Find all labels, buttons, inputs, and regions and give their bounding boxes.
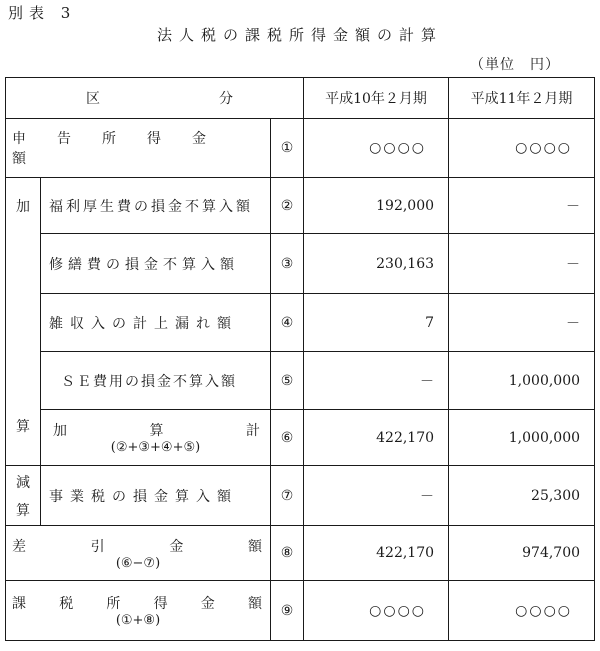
row-number-4: ④ (271, 294, 304, 352)
add-total-char-1: 加 (53, 423, 67, 439)
row-welfare (6, 178, 595, 234)
row-number-7: ⑦ (271, 466, 304, 526)
enterprise-tax-fy1998: － (304, 466, 449, 526)
document-label: 別表 3 (8, 4, 77, 22)
taxable-income-label (6, 581, 271, 641)
se-cost-fy1999: 1,000,000 (449, 352, 595, 410)
se-cost-label: ＳＥ費用の損金不算入額 (41, 352, 271, 410)
taxable-income-fy1998: ○○○○ (304, 581, 449, 641)
tax-calculation-table (5, 77, 595, 641)
row-number-1: ① (271, 119, 304, 178)
row-number-2: ② (271, 178, 304, 234)
header-row (6, 78, 595, 119)
repair-fy1998: 230,163 (304, 234, 449, 294)
taxable-income-char-3: 所 (106, 596, 121, 612)
add-group-char-1: 加 (16, 199, 30, 215)
se-cost-fy1998: － (304, 352, 449, 410)
balance-formula: (⑥−⑦) (115, 555, 161, 571)
declared-income-label (6, 119, 271, 178)
row-misc-income (6, 294, 595, 352)
taxable-income-char-4: 得 (153, 596, 168, 612)
welfare-fy1999: － (449, 178, 595, 234)
repair-label: 修繕費の損金不算入額 (41, 234, 271, 294)
unit-note: （単位 円） (470, 57, 560, 73)
subtract-group-label (6, 466, 41, 526)
row-number-6: ⑥ (271, 410, 304, 466)
welfare-fy1998: 192,000 (304, 178, 449, 234)
header-category-char-1: 区 (86, 91, 100, 107)
document-title: 法人税の課税所得金額の計算 (156, 26, 443, 44)
subtract-group-char-1: 減 (16, 474, 30, 491)
welfare-label: 福利厚生費の損金不算入額 (41, 178, 271, 234)
add-total-label (41, 410, 271, 466)
add-total-fy1998: 422,170 (304, 410, 449, 466)
balance-char-2: 引 (90, 538, 105, 555)
header-category-char-2: 分 (219, 91, 234, 107)
declared-income-fy1999: ○○○○ (449, 119, 595, 178)
header-fy1999: 平成11年２月期 (449, 78, 595, 119)
taxable-income-char-2: 税 (59, 596, 74, 612)
row-repair (6, 234, 595, 294)
declared-income-fy1998: ○○○○ (304, 119, 449, 178)
declared-income-text: 申告所得金額 (12, 131, 237, 167)
header-category (6, 78, 304, 119)
add-group-label (6, 178, 41, 466)
taxable-income-formula: (①+⑧) (115, 613, 161, 628)
add-total-char-3: 計 (246, 423, 260, 439)
row-add-total (6, 410, 595, 466)
balance-char-4: 額 (247, 538, 262, 555)
balance-char-3: 金 (169, 538, 184, 555)
add-total-char-2: 算 (149, 423, 164, 439)
row-number-9: ⑨ (271, 581, 304, 641)
taxable-income-char-6: 額 (247, 596, 262, 612)
row-balance (6, 526, 595, 581)
header-fy1998: 平成10年２月期 (304, 78, 449, 119)
misc-income-fy1998: 7 (304, 294, 449, 352)
taxable-income-char-5: 金 (200, 596, 215, 612)
taxable-income-fy1999: ○○○○ (449, 581, 595, 641)
row-declared-income (6, 119, 595, 178)
misc-income-fy1999: － (449, 294, 595, 352)
row-enterprise-tax (6, 466, 595, 526)
taxable-income-char-1: 課 (12, 596, 26, 612)
balance-fy1998: 422,170 (304, 526, 449, 581)
add-total-formula: (②+③+④+⑤) (110, 440, 201, 455)
row-number-3: ③ (271, 234, 304, 294)
row-se-cost (6, 352, 595, 410)
row-number-8: ⑧ (271, 526, 304, 581)
balance-label (6, 526, 271, 581)
add-group-char-2: 算 (16, 419, 30, 435)
row-number-5: ⑤ (271, 352, 304, 410)
balance-fy1999: 974,700 (449, 526, 595, 581)
misc-income-label: 雑収入の計上漏れ額 (41, 294, 271, 352)
subtract-group-char-2: 算 (16, 502, 30, 519)
enterprise-tax-fy1999: 25,300 (449, 466, 595, 526)
add-total-fy1999: 1,000,000 (449, 410, 595, 466)
row-taxable-income (6, 581, 595, 641)
balance-char-1: 差 (12, 538, 26, 555)
enterprise-tax-label: 事業税の損金算入額 (41, 466, 271, 526)
repair-fy1999: － (449, 234, 595, 294)
